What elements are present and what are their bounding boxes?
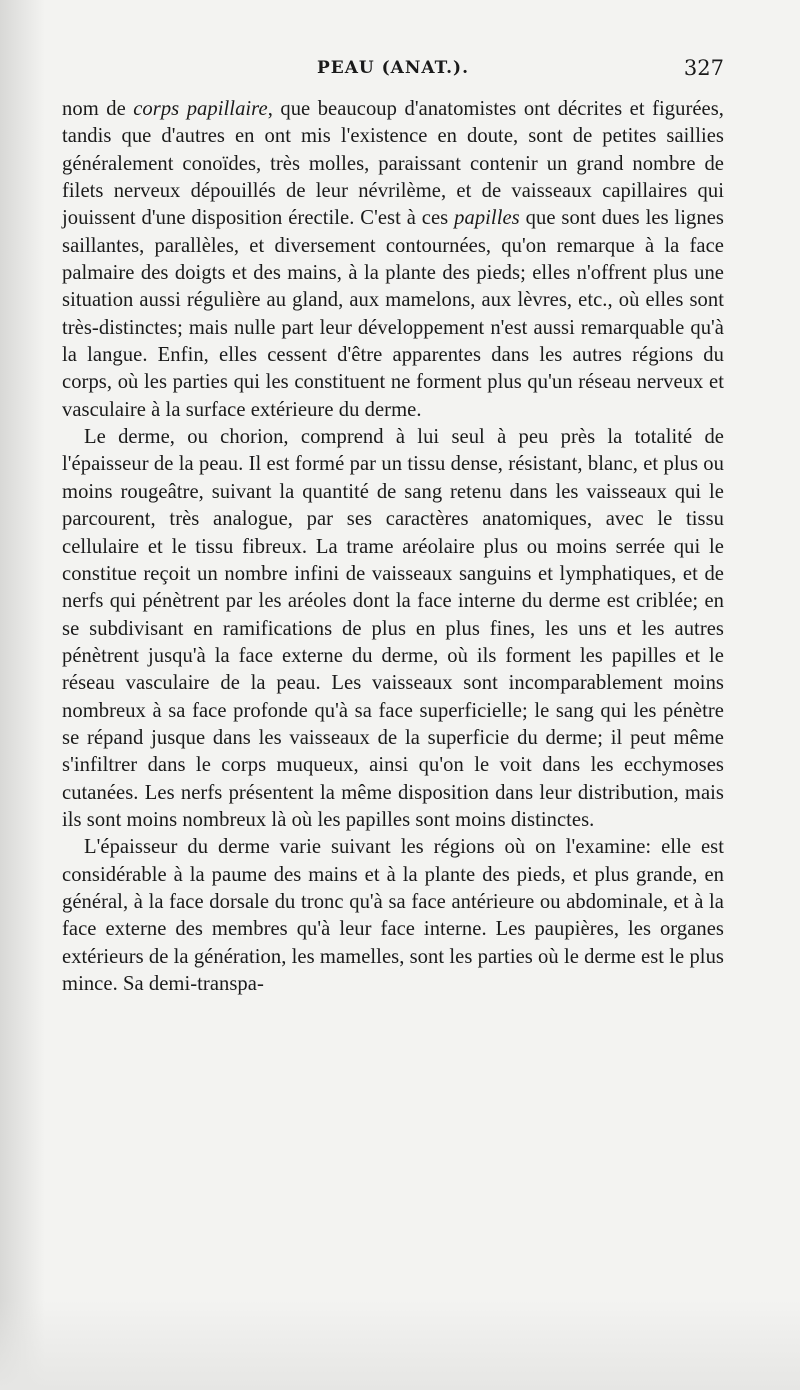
page-number: 327 [683,56,724,80]
paragraph-1-start: nom de [62,98,134,120]
term-corps-papillaire: corps papillaire [133,98,268,120]
running-head [62,56,724,96]
page-gutter-shadow [0,0,45,1390]
running-head-title: PEAU (ANAT.). [316,58,470,78]
book-page [62,56,724,998]
paragraph-3: L'épaisseur du derme varie suivant les régions où on l'examine: elle est considérable à la paume des mains et à la plante des pieds, et plus grande, en général, à la face dorsale du tronc qu'à sa face antérieure ou abdominale, et à la face externe des membres qu'à leur face interne. Les paupières, les organes extérieurs de la génération, les mamelles, sont les parties où le derme est le plus mince. Sa demi-transpa- [62,836,724,995]
page-bottom-shadow [0,1300,800,1390]
paragraph-1 [62,96,724,424]
paragraph-1-end: que sont dues les lignes saillantes, parallèles, et diversement contournées, qu'on remarque à la face palmaire des doigts et des mains, à la plante des pieds; elles n'offrent plus une situation aussi régulière au gland, aux mamelons, aux lèvres, etc., où elles sont très-distinctes; mais nulle part leur développement n'est aussi remarquable qu'à la langue. Enfin, elles cessent d'être apparentes dans les autres régions du corps, où les parties qui les constituent ne forment plus qu'un réseau nerveux et vasculaire à la surface extérieure du derme. [62,207,724,421]
body-text [62,96,724,998]
term-papilles: papilles [454,207,520,230]
paragraph-1-middle: , que beaucoup d'anatomistes ont décrites et figurées, tandis que d'autres en ont mis l'existence en doute, sont de petites saillies généralement conoïdes, très molles, paraissant contenir un grand nombre de filets nerveux dépouillés de leur névrilème, et de vaisseaux capillaires qui jouissent d'une disposition érectile. C'est à ces [62,98,724,230]
paragraph-2: Le derme, ou chorion, comprend à lui seul à peu près la totalité de l'épaisseur de la peau. Il est formé par un tissu dense, résistant, blanc, et plus ou moins rougeâtre, suivant la quantité de sang retenu dans les vaisseaux qui le parcourent, très analogue, par ses caractères anatomiques, avec le tissu cellulaire et le tissu fibreux. La trame aréolaire plus ou moins serrée qui le constitue reçoit un nombre infini de vaisseaux sanguins et lymphatiques, et de nerfs qui pénètrent par les aréoles dont la face interne du derme est criblée; en se subdivisant en ramifications de plus en plus fines, les uns et les autres pénètrent jusqu'à la face externe du derme, où ils forment les papilles et le réseau vasculaire de la peau. Les vaisseaux sont incomparablement moins nombreux à sa face profonde qu'à sa face superficielle; le sang qui les pénètre se répand jusque dans les vaisseaux de la superficie du derme; il peut même s'infiltrer dans le corps muqueux, ainsi qu'on le voit dans les ecchymoses cutanées. Les nerfs présentent la même disposition dans leur distribution, mais ils sont moins nombreux là où les papilles sont moins distinctes. [62,426,724,831]
